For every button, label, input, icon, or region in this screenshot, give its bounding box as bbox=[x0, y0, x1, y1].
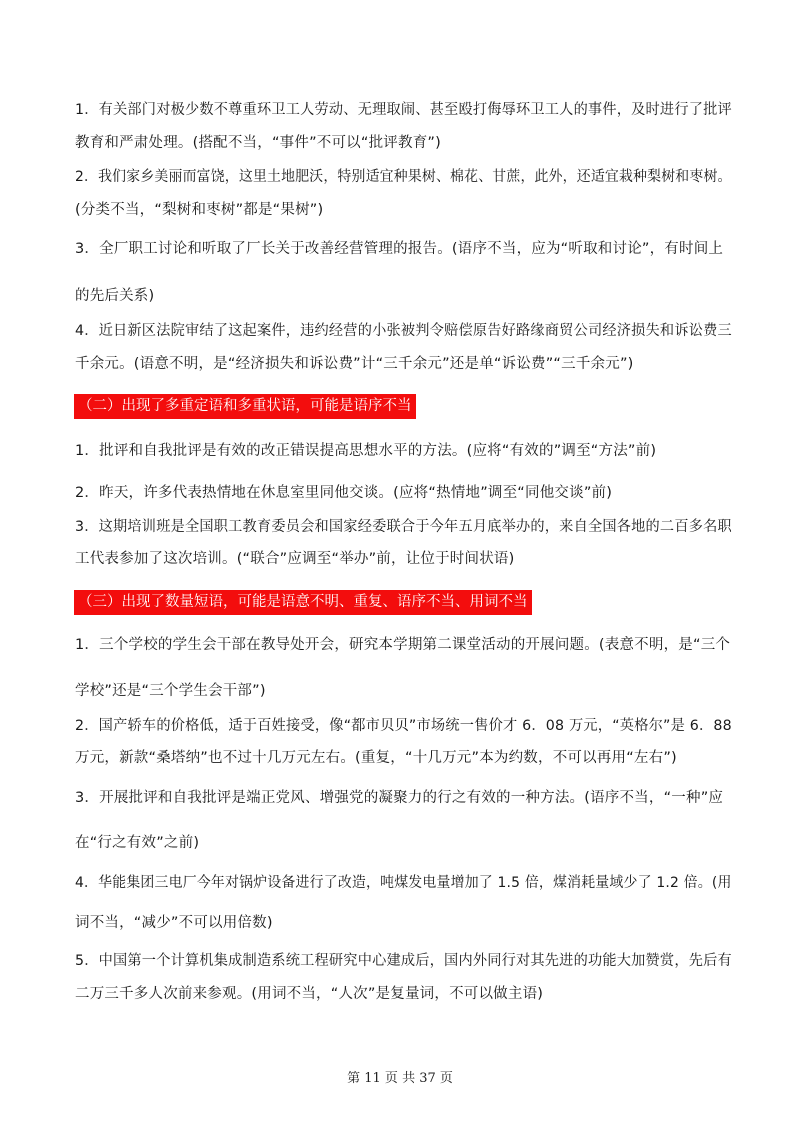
text-line: 3．全厂职工讨论和听取了厂长关于改善经营管理的报告。(语序不当，应为“听取和讨论”，有时间上 bbox=[75, 241, 724, 257]
text-line: 学校”还是“三个学生会干部”) bbox=[75, 683, 266, 699]
text-line: 1．有关部门对极少数不尊重环卫工人劳动、无理取闹、甚至殴打侮辱环卫工人的事件，及时进行了批评 bbox=[75, 102, 732, 118]
text-line: 2．我们家乡美丽而富饶，这里土地肥沃，特别适宜种果树、棉花、甘蔗，此外，还适宜栽种梨树和枣树。 bbox=[75, 169, 732, 185]
text-line: (分类不当，“梨树和枣树”都是“果树”) bbox=[75, 202, 324, 218]
text-line: 3．这期培训班是全国职工教育委员会和国家经委联合于今年五月底举办的，来自全国各地的二百多名职 bbox=[75, 519, 732, 535]
text-line: 4．近日新区法院审结了这起案件，违约经营的小张被判令赔偿原告好路缘商贸公司经济损失和诉讼费三 bbox=[75, 323, 732, 339]
section-heading: （二）出现了多重定语和多重状语，可能是语序不当 bbox=[74, 394, 416, 419]
text-line: 在“行之有效”之前) bbox=[75, 835, 200, 851]
text-line: 1．批评和自我批评是有效的改正错误提高思想水平的方法。(应将“有效的”调至“方法”前) bbox=[75, 443, 657, 459]
text-line: 词不当，“减少”不可以用倍数) bbox=[75, 915, 273, 931]
text-line: 3．开展批评和自我批评是端正党风、增强党的凝聚力的行之有效的一种方法。(语序不当，“一种”应 bbox=[75, 790, 724, 806]
text-line: 2．国产轿车的价格低，适于百姓接受，像“都市贝贝”市场统一售价才 6．08 万元，“英格尔”是 6．88 bbox=[75, 718, 732, 734]
text-line: 的先后关系) bbox=[75, 288, 155, 304]
section-heading: （三）出现了数量短语，可能是语意不明、重复、语序不当、用词不当 bbox=[74, 590, 532, 615]
text-line: 4．华能集团三电厂今年对锅炉设备进行了改造，吨煤发电量增加了 1.5 倍，煤消耗量域少了 1.2 倍。(用 bbox=[75, 875, 732, 891]
text-line: 教育和严肃处理。(搭配不当，“事件”不可以“批评教育”) bbox=[75, 135, 441, 151]
page-number: 第 11 页 共 37 页 bbox=[347, 1071, 453, 1086]
text-line: 1．三个学校的学生会干部在教导处开会，研究本学期第二课堂活动的开展问题。(表意不明，是“三个 bbox=[75, 637, 731, 653]
text-line: 工代表参加了这次培训。(“联合”应调至“举办”前，让位于时间状语) bbox=[75, 551, 515, 567]
text-line: 二万三千多人次前来参观。(用词不当，“人次”是复量词，不可以做主语) bbox=[75, 986, 544, 1002]
text-line: 2．昨天，许多代表热情地在休息室里同他交谈。(应将“热情地”调至“同他交谈”前) bbox=[75, 485, 613, 501]
text-line: 万元，新款“桑塔纳”也不过十几万元左右。(重复，“十几万元”本为约数，不可以再用“左右”) bbox=[75, 750, 677, 766]
text-line: 5．中国第一个计算机集成制造系统工程研究中心建成后，国内外同行对其先进的功能大加赞赏，先后有 bbox=[75, 953, 732, 969]
text-line: 千余元。(语意不明，是“经济损失和诉讼费”计“三千余元”还是单“诉讼费”“三千余元”) bbox=[75, 356, 634, 372]
